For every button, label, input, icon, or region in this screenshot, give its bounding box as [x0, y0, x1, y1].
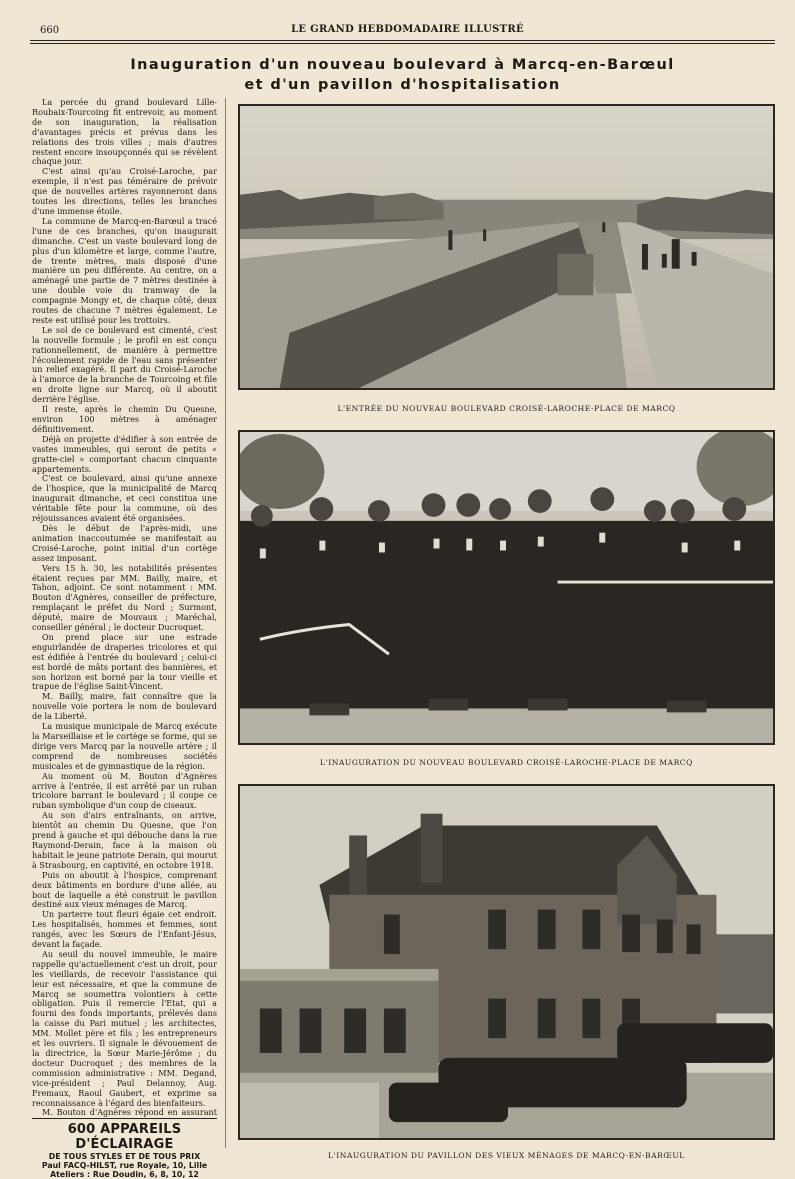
article-paragraph: Au seuil du nouvel immeuble, le maire rappelle qu'actuellement c'est un droit, pour les vieillards, de recevoir l'assistance qui leur est nécessaire, et que la commune de Marcq se soumettra volontiers à cette obligation. Puis il remercie l'Etat, qui a fourni des fonds importants, prélevés dans la caisse du Pari mutuel ; les architectes, MM. Mollet père et fils ; les entrepreneurs et les ouvriers. Il signale le dévouement de la directrice, la Sœur Marie-Jérôme ; du docteur Ducroquet ; des membres de la commission administrative : MM. Degand, vice-président ; Paul Delannoy, Aug. Fremaux, Raoul Gaubert, et exprime sa reconnaissance à l'égard des bienfaiteurs.: [32, 948, 217, 1108]
article-paragraph: Il reste, après le chemin Du Quesne, environ 100 mètres à aménager définitivement.: [32, 404, 217, 434]
photo-boulevard-entrance: [238, 104, 775, 390]
article-paragraph: Un parterre tout fleuri égaie cet endroit. Les hospitalisés, hommes et femmes, sont rangés, avec les Sœurs de l'Enfant-Jésus, devant la façade.: [32, 909, 217, 950]
ad-line: Paul FACQ-HILST, rue Royale, 10, Lille: [41, 1161, 208, 1170]
ad-title: 600 APPAREILS D'ÉCLAIRAGE: [67, 1122, 182, 1152]
article-paragraph: Puis on aboutit à l'hospice, comprenant deux bâtiments en bordure d'une allée, au bout de laquelle a été construit le pavillon destiné aux vieux ménages de Marcq.: [32, 869, 217, 910]
photo-caption: L'INAUGURATION DU NOUVEAU BOULEVARD CROISÉ-LAROCHE-PLACE DE MARCQ: [320, 758, 693, 767]
article-paragraph: Au son d'airs entraînants, on arrive, bientôt au chemin Du Quesne, que l'on prend à gauche et qui débouche dans la rue Raymond-Derain, face à la maison où habitait le jeune patriote Derain, qui mourut à Strasbourg, en captivité, en octobre 1918.: [32, 810, 217, 870]
article-paragraph: C'est ainsi qu'au Croisé-Laroche, par exemple, il n'est pas téméraire de prévoir que de nouvelles artères rayonneront dans toutes les directions, telles les branches d'une immense étoile.: [32, 166, 217, 216]
headline-line-2: et d'un pavillon d'hospitalisation: [244, 77, 561, 93]
article-body: [32, 98, 217, 1118]
article-paragraph: Dès le début de l'après-midi, une animation inaccoutumée se manifestait au Croisé-Laroche, point initial d'un cortège assez imposant.: [32, 522, 217, 563]
article-paragraph: Le sol de ce boulevard est cimenté, c'est la nouvelle formule ; le profil en est conçu rationnellement, de manière à permettre l'écoulement rapide de l'eau sans présenter un relief exagéré. Il part du Croisé-Laroche à l'amorce de la branche de Tourcoing et file en droite ligne sur Marcq, où il aboutit derrière l'église.: [32, 324, 217, 405]
article-paragraph: La percée du grand boulevard Lille-Roubaix-Tourcoing fit entrevoir, au moment de son inauguration, la réalisation d'avantages précis et prévus dans les relations des trois villes ; mais d'autres restent encore insoupçonnés qui se révèlent chaque jour.: [32, 98, 217, 167]
article-paragraph: Déjà on projette d'édifier à son entrée de vastes immeubles, qui seront de petits « gratte-ciel » comportant chacun cinquante appartements.: [32, 433, 217, 474]
ad-line: DE TOUS STYLES ET DE TOUS PRIX: [48, 1152, 201, 1161]
headline-line-1: Inauguration d'un nouveau boulevard à Marcq-en-Barœul: [130, 57, 675, 73]
article-paragraph: Vers 15 h. 30, les notabilités présentes étaient reçues par MM. Bailly, maire, et Tahon, adjoint. Ce sont notamment : MM. Bouton d'Agnères, conseiller de préfecture, remplaçant le préfet du Nord ; Surmont, député, maire de Mouvaux ; Maréchal, conseiller général ; le docteur Ducroquet.: [32, 562, 217, 633]
article-paragraph: On prend place sur une estrade enguirlandée de draperies tricolores et qui est édifiée à l'entrée du boulevard ; celui-ci est bordé de mâts portant des bannières, et son horizon est borné par la tour vieille et trapue de l'église Saint-Vincent.: [32, 631, 217, 692]
ad-rule: [32, 1118, 217, 1119]
column-divider: [225, 98, 226, 1148]
magazine-title: LE GRAND HEBDOMADAIRE ILLUSTRÉ: [291, 24, 524, 35]
page-header: [30, 22, 785, 40]
header-rule: [30, 40, 775, 41]
photo-pavilion: [238, 784, 775, 1140]
ad-line: Ateliers : Rue Doudin, 6, 8, 10, 12: [50, 1170, 199, 1179]
article-paragraph: M. Bouton d'Agnères répond en assurant: [42, 1107, 217, 1118]
photo-caption: L'INAUGURATION DU PAVILLON DES VIEUX MÉNAGES DE MARCQ-EN-BARŒUL: [328, 1151, 685, 1160]
article-paragraph: M. Bailly, maire, fait connaître que la nouvelle voie portera le nom de boulevard de la Liberté.: [32, 691, 217, 722]
advertisement: [32, 1122, 217, 1179]
header-rule-secondary: [30, 43, 775, 44]
article-paragraph: C'est ce boulevard, ainsi qu'une annexe de l'hospice, que la municipalité de Marcq inaugurait dimanche, et ceci constitua une véritable fête pour la commune, où des réjouissances avaient été organisées.: [32, 473, 217, 524]
article-paragraph: Au moment où M. Bouton d'Agnères arrive à l'entrée, il est arrêté par un ruban tricolore barrant le boulevard ; il coupe ce ruban symbolique d'un coup de ciseaux.: [32, 770, 217, 811]
photo-inauguration-ceremony: [238, 430, 775, 745]
photo-caption: L'ENTRÉE DU NOUVEAU BOULEVARD CROISÉ-LAROCHE-PLACE DE MARCQ: [337, 404, 676, 413]
article-headline: [30, 55, 775, 95]
article-paragraph: La musique municipale de Marcq exécute la Marseillaise et le cortège se forme, qui se dirige vers Marcq par la nouvelle artère ; il comprend de nombreuses sociétés musicales et de gymnastique de la région.: [32, 721, 217, 771]
article-paragraph: La commune de Marcq-en-Barœul a tracé l'une de ces branches, qu'on inaugurait dimanche. C'est un vaste boulevard long de plus d'un kilomètre et large, comme l'autre, de trente mètres, mais disposé d'une manière un peu différente. Au centre, on a aménagé une partie de 7 mètres destinée à une double voie du tramway de la compagnie Mongy et, de chaque côté, deux routes de chacune 7 mètres également. Le reste est utilisé pour les trottoirs.: [32, 215, 217, 325]
page-number: 660: [40, 25, 60, 36]
